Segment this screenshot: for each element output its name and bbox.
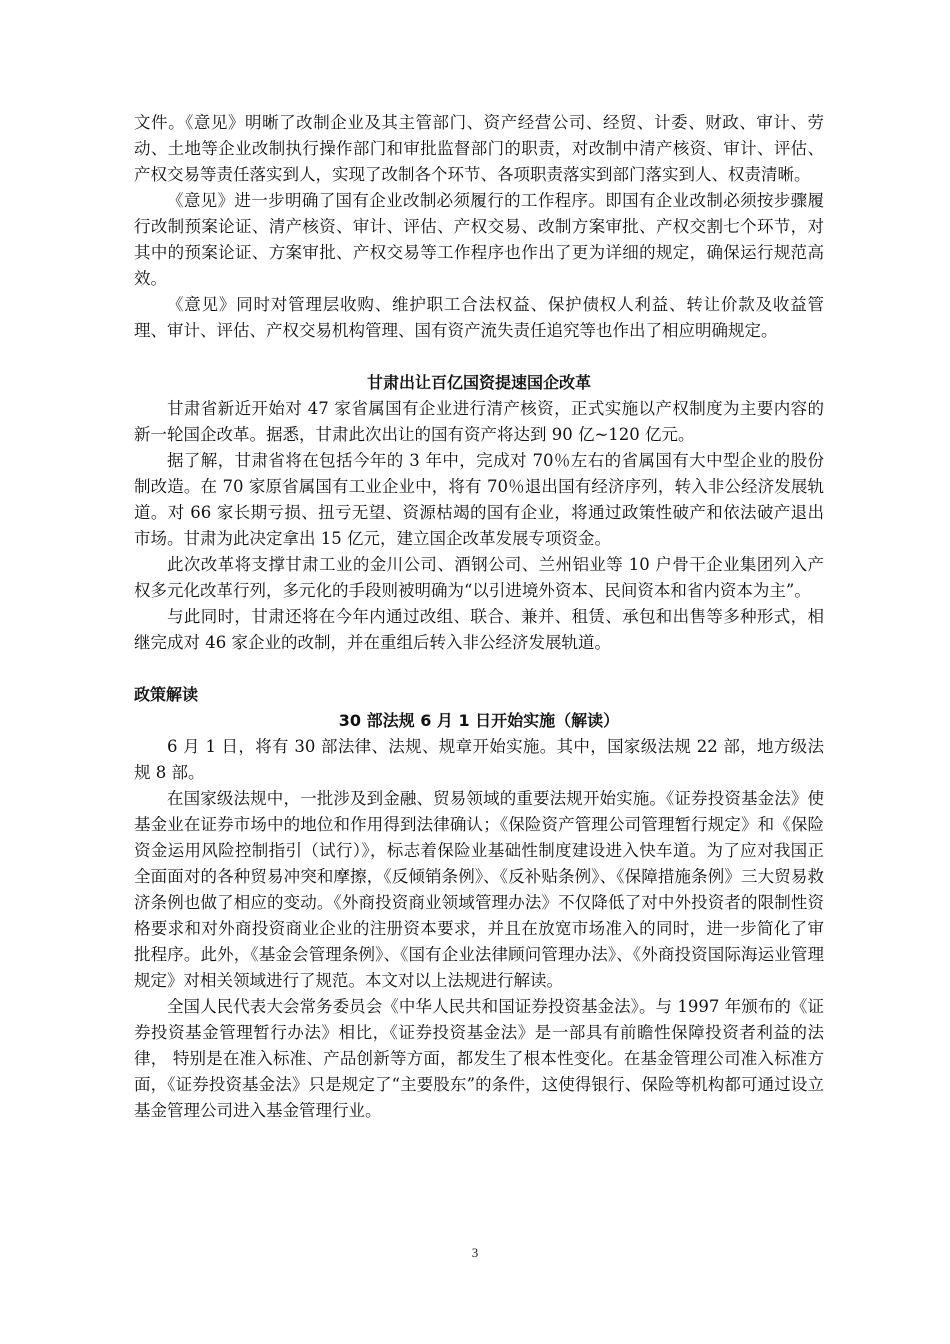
page-content <box>134 110 824 1124</box>
article-title: 甘肃出让百亿国资提速国企改革 <box>366 373 591 392</box>
page-number: 3 <box>471 1245 479 1260</box>
body-paragraph: 据了解，甘肃省将在包括今年的 3 年中，完成对 70％左右的省属国有大中型企业的股份制改造。在 70 家原省属国有工业企业中，将有 70％退出国有经济序列，转入非公经济发展轨道。对 66 家长期亏损、扭亏无望、资源枯竭的国有企业，将通过政策性破产和依法破产退出市场。甘肃为此决定拿出 15 亿元，建立国企改革发展专项资金。 <box>134 451 824 548</box>
body-paragraph: 6 月 1 日，将有 30 部法律、法规、规章开始实施。其中，国家级法规 22 部，地方级法规 8 部。 <box>134 737 824 782</box>
body-paragraph: 全国人民代表大会常务委员会《中华人民共和国证券投资基金法》。与 1997 年颁布的《证券投资基金管理暂行办法》相比，《证券投资基金法》是一部具有前瞻性保障投资者利益的法律， 特别是在准入标准、产品创新等方面，都发生了根本性变化。在基金管理公司准入标准方面，《证券投资基金法》只是规定了“主要股东”的条件，这使得银行、保险等机构都可通过设立基金管理公司进入基金管理行业。 <box>134 997 824 1120</box>
body-paragraph: 与此同时，甘肃还将在今年内通过改组、联合、兼并、租赁、承包和出售等多种形式，相继完成对 46 家企业的改制，并在重组后转入非公经济发展轨道。 <box>134 607 824 652</box>
body-paragraph: 文件。《意见》明晰了改制企业及其主管部门、资产经营公司、经贸、计委、财政、审计、劳动、土地等企业改制执行操作部门和审批监督部门的职责，对改制中清产核资、审计、评估、产权交易等责任落实到人，实现了改制各个环节、各项职责落实到部门落实到人、权责清晰。 <box>134 113 824 184</box>
paragraph-gap <box>134 344 824 370</box>
body-paragraph: 《意见》进一步明确了国有企业改制必须履行的工作程序。即国有企业改制必须按步骤履行改制预案论证、清产核资、审计、评估、产权交易、改制方案审批、产权交割七个环节，对其中的预案论证、方案审批、产权交易等工作程序也作出了更为详细的规定，确保运行规范高效。 <box>134 191 824 288</box>
section-label: 政策解读 <box>134 685 199 704</box>
body-paragraph: 此次改革将支撑甘肃工业的金川公司、酒钢公司、兰州铝业等 10 户骨干企业集团列入产权多元化改革行列，多元化的手段则被明确为“以引进境外资本、民间资本和省内资本为主”。 <box>134 555 824 600</box>
article-title: 30 部法规 6 月 1 日开始实施（解读） <box>338 711 620 730</box>
body-paragraph: 甘肃省新近开始对 47 家省属国有企业进行清产核资，正式实施以产权制度为主要内容的新一轮国企改革。据悉，甘肃此次出让的国有资产将达到 90 亿~120 亿元。 <box>134 399 824 444</box>
body-paragraph: 《意见》同时对管理层收购、维护职工合法权益、保护债权人利益、转让价款及收益管理、审计、评估、产权交易机构管理、国有资产流失责任追究等也作出了相应明确规定。 <box>134 295 824 340</box>
body-paragraph: 在国家级法规中，一批涉及到金融、贸易领域的重要法规开始实施。《证券投资基金法》使基金业在证券市场中的地位和作用得到法律确认；《保险资产管理公司管理暂行规定》和《保险资金运用风险控制指引（试行）》，标志着保险业基础性制度建设进入快车道。为了应对我国正全面面对的各种贸易冲突和摩擦，《反倾销条例》、《反补贴条例》、《保障措施条例》三大贸易救济条例也做了相应的变动。《外商投资商业领域管理办法》不仅降低了对中外投资者的限制性资格要求和对外商投资商业企业的注册资本要求，并且在放宽市场准入的同时，进一步简化了审批程序。此外，《基金会管理条例》、《国有企业法律顾问管理办法》、《外商投资国际海运业管理规定》对相关领域进行了规范。本文对以上法规进行解读。 <box>134 789 824 990</box>
paragraph-gap <box>134 656 824 682</box>
